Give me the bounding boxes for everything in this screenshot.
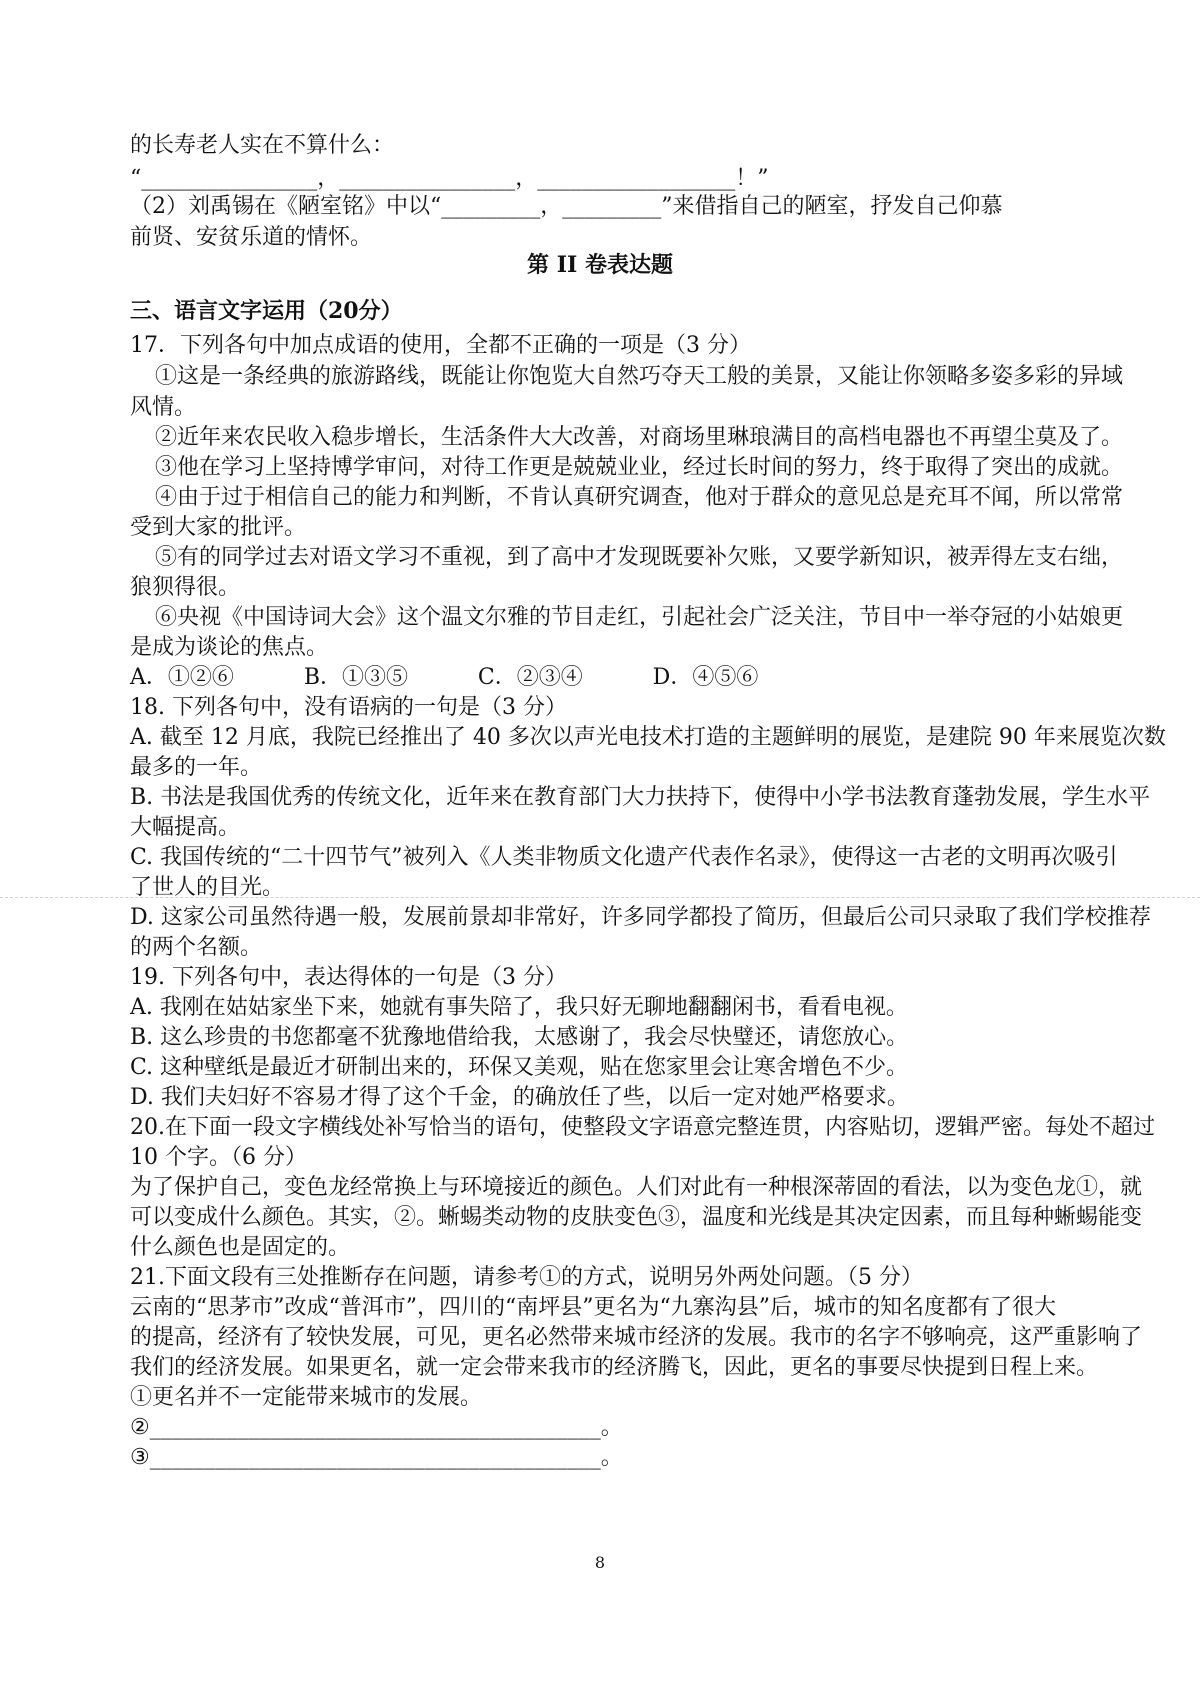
option-c-19: C. 这种壁纸是最近才研制出来的，环保又美观，贴在您家里会让寒舍增色不少。 [130,1055,909,1080]
text-line: 的两个名额。 [130,935,263,960]
answer-blank: ②_________________________________________。 [130,1415,623,1440]
question-20: 20.在下面一段文字横线处补写恰当的语句，使整段文字语意完整连贯，内容贴切，逻辑严密。每处不超过 [130,1115,1155,1140]
text-line: ⑤有的同学过去对语文学习不重视，到了高中才发现既要补欠账，又要学新知识，被弄得左支右绌， [155,545,1124,570]
text-line: 受到大家的批评。 [130,515,307,540]
text-line: 云南的“思茅市”改成“普洱市”，四川的“南坪县”更名为“九寨沟县”后，城市的知名度都有了很大 [130,1295,1056,1320]
text-line: ①这是一条经典的旅游路线，既能让你饱览大自然巧夺天工般的美景，又能让你领略多姿多彩的异域 [155,364,1124,389]
answer-blank: ③_________________________________________。 [130,1445,623,1470]
question-17: 17．下列各句中加点成语的使用，全都不正确的一项是（3 分） [130,333,751,358]
section-title: 第 II 卷表达题 [527,252,673,278]
page-number: 8 [594,1553,606,1572]
text-line: （2）刘禹锡在《陋室铭》中以“_________，_________”来借指自己的陋室，抒发自己仰慕 [130,194,1003,219]
text-line: 可以变成什么颜色。其实，②。蜥蜴类动物的皮肤变色③，温度和光线是其决定因素，而且每种蜥蜴能变 [130,1205,1143,1230]
text-line: 前贤、安贫乐道的情怀。 [130,225,373,250]
divider [0,897,1200,898]
question-18: 18. 下列各句中，没有语病的一句是（3 分） [130,695,567,720]
option-c-18: C. 我国传统的“二十四节气”被列入《人类非物质文化遗产代表作名录》，使得这一古老的文明再次吸引 [130,845,1118,870]
text-line: 什么颜色也是固定的。 [130,1235,351,1260]
text-line: ①更名并不一定能带来城市的发展。 [130,1385,483,1410]
text-line: 为了保护自己，变色龙经常换上与环境接近的颜色。人们对此有一种根深蒂固的看法，以为变色龙①，就 [130,1175,1143,1200]
question-21: 21.下面文段有三处推断存在问题，请参考①的方式，说明另外两处问题。（5 分） [130,1265,923,1290]
text-line: 10 个字。（6 分） [130,1145,307,1170]
blank-line: “________________，________________，__________________！” [130,166,769,191]
text-line: 是成为谈论的焦点。 [130,635,329,660]
text-line: 风情。 [130,395,197,420]
question-19: 19. 下列各句中，表达得体的一句是（3 分） [130,965,567,990]
text-line: 了世人的目光。 [130,875,285,900]
text-line: ②近年来农民收入稳步增长，生活条件大大改善，对商场里琳琅满目的高档电器也不再望尘莫及了。 [155,425,1124,450]
option-d-18: D. 这家公司虽然待遇一般，发展前景却非常好，许多同学都投了简历，但最后公司只录取了我们学校推荐 [130,905,1151,930]
text-line: 最多的一年。 [130,755,263,780]
option-b-19: B. 这么珍贵的书您都毫不犹豫地借给我，太感谢了，我会尽快璧还，请您放心。 [130,1025,909,1050]
text-line: ④由于过于相信自己的能力和判断，不肯认真研究调查，他对于群众的意见总是充耳不闻，所以常常 [155,485,1124,510]
text-line: 的提高，经济有了较快发展，可见，更名必然带来城市经济的发展。我市的名字不够响亮，这严重影响了 [130,1325,1143,1350]
text-line: ⑥央视《中国诗词大会》这个温文尔雅的节目走红，引起社会广泛关注，节目中一举夺冠的小姑娘更 [155,605,1124,630]
text-line: 我们的经济发展。如果更名，就一定会带来我市的经济腾飞，因此，更名的事要尽快提到日程上来。 [130,1355,1099,1380]
section-heading: 三、语言文字运用（20分） [130,298,403,324]
option-a-18: A. 截至 12 月底，我院已经推出了 40 多次以声光电技术打造的主题鲜明的展览，是建院 90 年来展览次数 [130,725,1166,750]
option-d-19: D. 我们夫妇好不容易才得了这个千金，的确放任了些，以后一定对她严格要求。 [130,1085,909,1110]
text-line: 狼狈得很。 [130,575,241,600]
text-line: 大幅提高。 [130,815,241,840]
answer-options-17: A．①②⑥ B．①③⑤ C．②③④ D．④⑤⑥ [130,665,759,690]
text-line: ③他在学习上坚持博学审问，对待工作更是兢兢业业，经过长时间的努力，终于取得了突出的成就。 [155,455,1124,480]
text-line: 的长寿老人实在不算什么： [130,133,395,158]
option-a-19: A. 我刚在姑姑家坐下来，她就有事失陪了，我只好无聊地翻翻闲书，看看电视。 [130,995,908,1020]
option-b-18: B. 书法是我国优秀的传统文化，近年来在教育部门大力扶持下，使得中小学书法教育蓬勃发展，学生水平 [130,785,1151,810]
